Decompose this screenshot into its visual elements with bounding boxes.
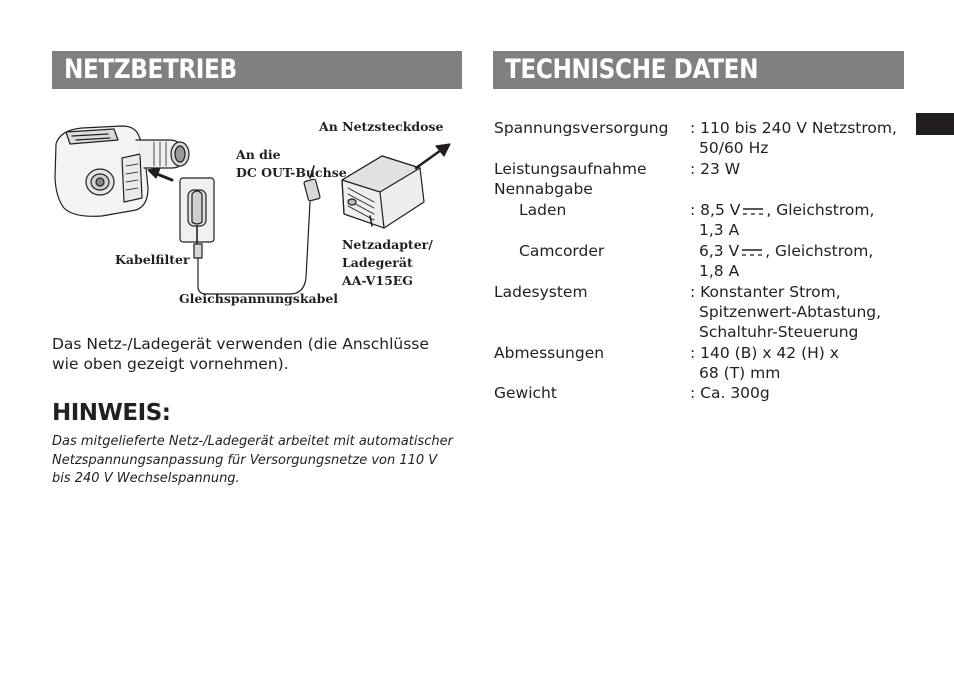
- section-header-netzbetrieb: [52, 51, 462, 89]
- spec-value-weight: : Ca. 300g: [690, 384, 770, 402]
- body-text-line2: wie oben gezeigt vornehmen).: [52, 355, 289, 373]
- page-tab-marker: [916, 113, 954, 135]
- label-dc-cable: Gleichspannungskabel: [179, 291, 339, 306]
- dc-symbol-icon: [742, 206, 764, 216]
- label-adapter-line1: Netzadapter/: [342, 237, 433, 252]
- body-text-line1: Das Netz-/Ladegerät verwenden (die Anschlüsse: [52, 335, 429, 353]
- spec-value-charge-cont: 1,3 A: [699, 221, 740, 239]
- note-text: [52, 433, 472, 489]
- dc-symbol-icon: [741, 247, 763, 257]
- note-line: Netzspannungsanpassung für Versorgungsnetze von 110 V: [52, 452, 438, 468]
- spec-value-power-cont: 50/60 Hz: [699, 139, 769, 157]
- spec-value-charging-cont: Spitzenwert-Abtastung,: [699, 303, 882, 321]
- spec-value-camcorder-cont: 1,8 A: [699, 262, 740, 280]
- spec-value-camcorder: 6,3 V , Gleichstrom,: [699, 242, 874, 260]
- spec-label-dimensions: Abmessungen: [494, 344, 605, 362]
- spec-value-charging-cont: Schaltuhr-Steuerung: [699, 323, 859, 341]
- spec-label-power: Spannungsversorgung: [494, 119, 669, 137]
- label-cable-filter: Kabelfilter: [115, 252, 190, 267]
- spec-label-charging-system: Ladesystem: [494, 283, 588, 301]
- spec-value-charging-system: : Konstanter Strom,: [690, 283, 841, 301]
- spec-value-power: : 110 bis 240 V Netzstrom,: [690, 119, 897, 137]
- spec-value-consumption: : 23 W: [690, 160, 741, 178]
- section-header-technische-daten: [493, 51, 904, 89]
- spec-label-charge: Laden: [519, 201, 567, 219]
- spec-label-consumption: Leistungsaufnahme: [494, 160, 647, 178]
- spec-value-dimensions-cont: 68 (T) mm: [699, 364, 781, 382]
- label-dc-out-line2: DC OUT-Buchse: [236, 165, 347, 180]
- note-line: Das mitgelieferte Netz-/Ladegerät arbeitet mit automatischer: [52, 434, 453, 449]
- label-adapter-model: AA-V15EG: [342, 273, 413, 288]
- spec-value-charge: : 8,5 V , Gleichstrom,: [690, 201, 875, 219]
- spec-label-output: Nennabgabe: [494, 180, 593, 198]
- label-dc-out-line1: An die: [236, 147, 281, 162]
- label-adapter-line2: Ladegerät: [342, 255, 413, 270]
- note-heading: HINWEIS:: [52, 400, 171, 426]
- spec-value-dimensions: : 140 (B) x 42 (H) x: [690, 344, 839, 362]
- note-line: bis 240 V Wechselspannung.: [52, 471, 240, 486]
- section-title: NETZBETRIEB: [64, 54, 237, 85]
- spec-label-camcorder: Camcorder: [519, 242, 605, 260]
- section-title: TECHNISCHE DATEN: [505, 54, 759, 85]
- label-outlet: An Netzsteckdose: [319, 119, 444, 134]
- spec-label-weight: Gewicht: [494, 384, 557, 402]
